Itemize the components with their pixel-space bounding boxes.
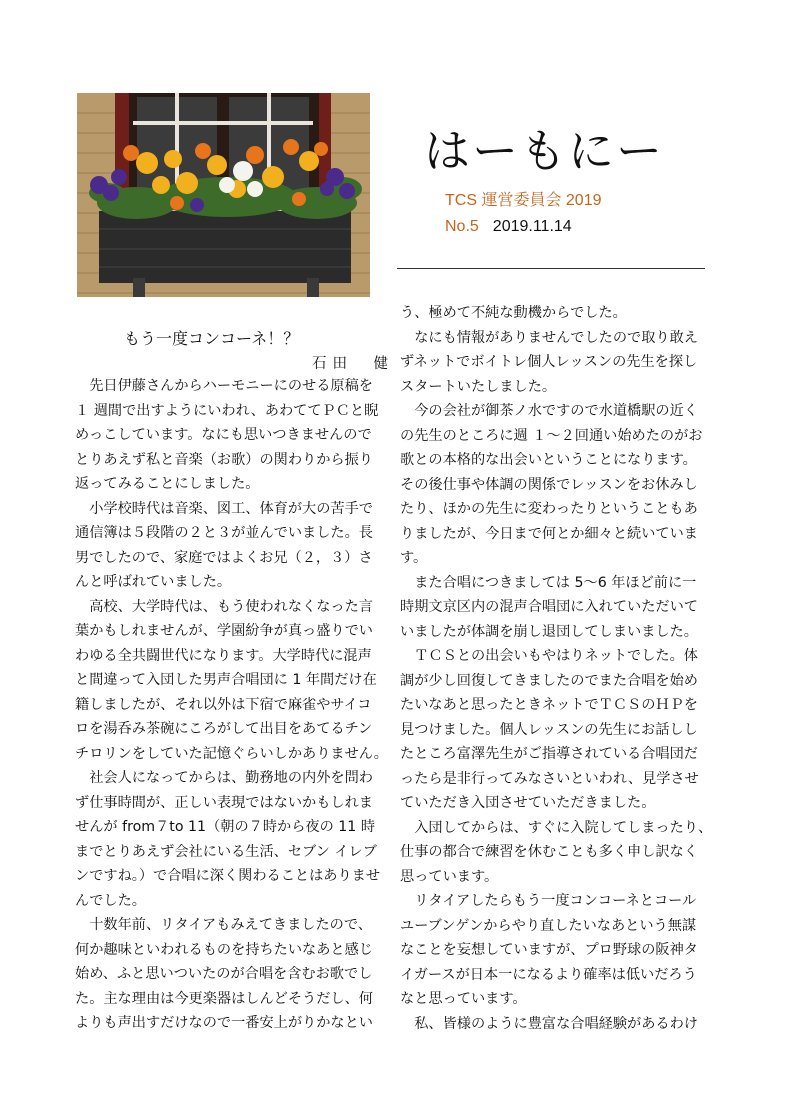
text-line: チロリンをしていた記憶ぐらいしかありません。 xyxy=(75,745,388,762)
text-line: 何か趣味といわれるものを持ちたいなあと感じ xyxy=(75,941,373,958)
text-line: た。主な理由は今更楽器はしんどそうだし、何 xyxy=(75,990,373,1007)
text-line: 始め、ふと思いついたのが合唱を含むお歌でし xyxy=(75,966,373,982)
header-divider xyxy=(397,268,705,269)
text-line: なにも情報がありませんでしたので取り敢え xyxy=(400,329,698,346)
text-line: んでした。 xyxy=(75,892,146,909)
text-line: 今の会社が御茶ノ水ですので水道橋駅の近く xyxy=(400,403,698,419)
text-line: ず仕事時間が、正しい表現ではないかもしれま xyxy=(75,794,373,811)
text-line: ロを湯呑み茶碗にころがして出目をあてるチン xyxy=(75,721,373,737)
newsletter-title: はーもにー xyxy=(424,124,664,178)
text-line: 高校、大学時代は、もう使われなくなった言 xyxy=(75,598,373,615)
text-line: 先日伊藤さんからハーモニーにのせる原稿を xyxy=(75,378,373,394)
text-line: ＴＣＳとの出会いもやはりネットでした。体 xyxy=(400,648,698,664)
text-line: スタートいたしました。 xyxy=(400,378,557,395)
text-line: 男でしたので、家庭ではよくお兄（２，３）さ xyxy=(75,549,373,566)
article-author: 石田 健 xyxy=(312,356,394,372)
text-line: たいなあと思ったときネットでＴＣＳのＨＰを xyxy=(400,697,698,713)
organization-line: TCS 運営委員会 2019 xyxy=(445,192,602,209)
text-line: イガースが日本一になるより確率は低いだろう xyxy=(400,966,697,983)
text-line: 入団してからは、すぐに入院してしまったり、 xyxy=(400,819,713,836)
text-line: また合唱につきましては 5～6 年ほど前に一 xyxy=(400,574,697,591)
text-line: う、極めて不純な動機からでした。 xyxy=(400,305,627,321)
text-line: 調が少し回復してきましたのでまた合唱を始め xyxy=(400,672,698,689)
text-line: 見つけました。個人レッスンの先生にお話しし xyxy=(400,721,698,738)
text-line: までとりあえず会社にいる生活、セブン イレブ xyxy=(75,843,377,860)
article-right-column xyxy=(400,301,716,1036)
text-line: わゆる全共闘世代になります。大学時代に混声 xyxy=(75,647,372,664)
text-line: たり、ほかの先生に変わったりということもあ xyxy=(400,501,698,517)
text-line: 十数年前、リタイアもみえてきましたので、 xyxy=(75,917,372,933)
text-line: ユーブンゲンからやり直したいなあという無謀 xyxy=(400,917,697,934)
text-line: いましたが体調を崩し退団してしまいました。 xyxy=(400,623,698,640)
text-line: 返ってみることにしました。 xyxy=(75,476,260,492)
article-title: もう一度コンコーネ！？ xyxy=(124,329,300,348)
text-line: の先生のところに週 １～２回通い始めたのがお xyxy=(400,427,703,444)
issue-date: 2019.11.14 xyxy=(492,218,572,235)
text-line: 私、皆様のように豊富な合唱経験があるわけ xyxy=(400,1015,698,1032)
text-line: 歌との本格的な出会いということになります。 xyxy=(400,452,697,468)
text-line: よりも声出すだけなので一番安上がりかなとい xyxy=(75,1015,373,1031)
text-line: ていただき入団させていただきました。 xyxy=(400,795,656,811)
text-line: せんが from７to 11（朝の７時から夜の 11 時 xyxy=(75,819,376,835)
text-line: その後仕事や体調の関係でレッスンをお休みし xyxy=(400,476,698,493)
text-line: リタイアしたらもう一度コンコーネとコール xyxy=(400,893,697,909)
text-line: 仕事の都合で練習を休むことも多く申し訳なく xyxy=(400,844,698,860)
text-line: ったら是非行ってみなさいといわれ、見学させ xyxy=(400,770,699,787)
flower-box-photo xyxy=(77,93,370,297)
article-left-column xyxy=(75,374,391,1036)
text-line: めっこしています。なにも思いつきませんので xyxy=(75,427,372,443)
text-line: 社会人になってからは、勤務地の内外を問わ xyxy=(75,770,373,786)
text-line: す。 xyxy=(400,550,428,566)
text-line: なことを妄想していますが、プロ野球の阪神タ xyxy=(400,942,698,958)
text-line: 葉かもしれませんが、学園紛争が真っ盛りでい xyxy=(75,623,373,639)
text-line: とりあえず私と音楽（お歌）の関わりから振り xyxy=(75,451,373,468)
issue-info xyxy=(445,219,572,235)
text-line: と間違って入団した男声合唱団に 1 年間だけ在 xyxy=(75,672,377,688)
text-line: んと呼ばれていました。 xyxy=(75,574,232,590)
text-line: なと思っています。 xyxy=(400,991,527,1007)
text-line: 時期文京区内の混声合唱団に入れていただいて xyxy=(400,599,698,615)
text-line: ンですね。）で合唱に深く関わることはありませ xyxy=(75,868,381,884)
text-line: 通信簿は５段階の２と３が並んでいました。長 xyxy=(75,525,373,541)
text-line: 小学校時代は音楽、図工、体育が大の苦手で xyxy=(75,500,373,517)
text-line: １ 週間で出すようにいわれ、あわててＰＣと睨 xyxy=(75,402,379,419)
text-line: 思っています。 xyxy=(400,868,499,885)
text-line: りましたが、今日まで何とか細々と続いていま xyxy=(400,525,698,542)
text-line: ずネットでボイトレ個人レッスンの先生を探し xyxy=(400,354,698,370)
text-line: たところ富澤先生がご指導されている合唱団だ xyxy=(400,746,698,762)
text-line: 籍しましたが、それ以外は下宿で麻雀やサイコ xyxy=(75,696,372,713)
issue-number: No.5 xyxy=(445,218,479,235)
